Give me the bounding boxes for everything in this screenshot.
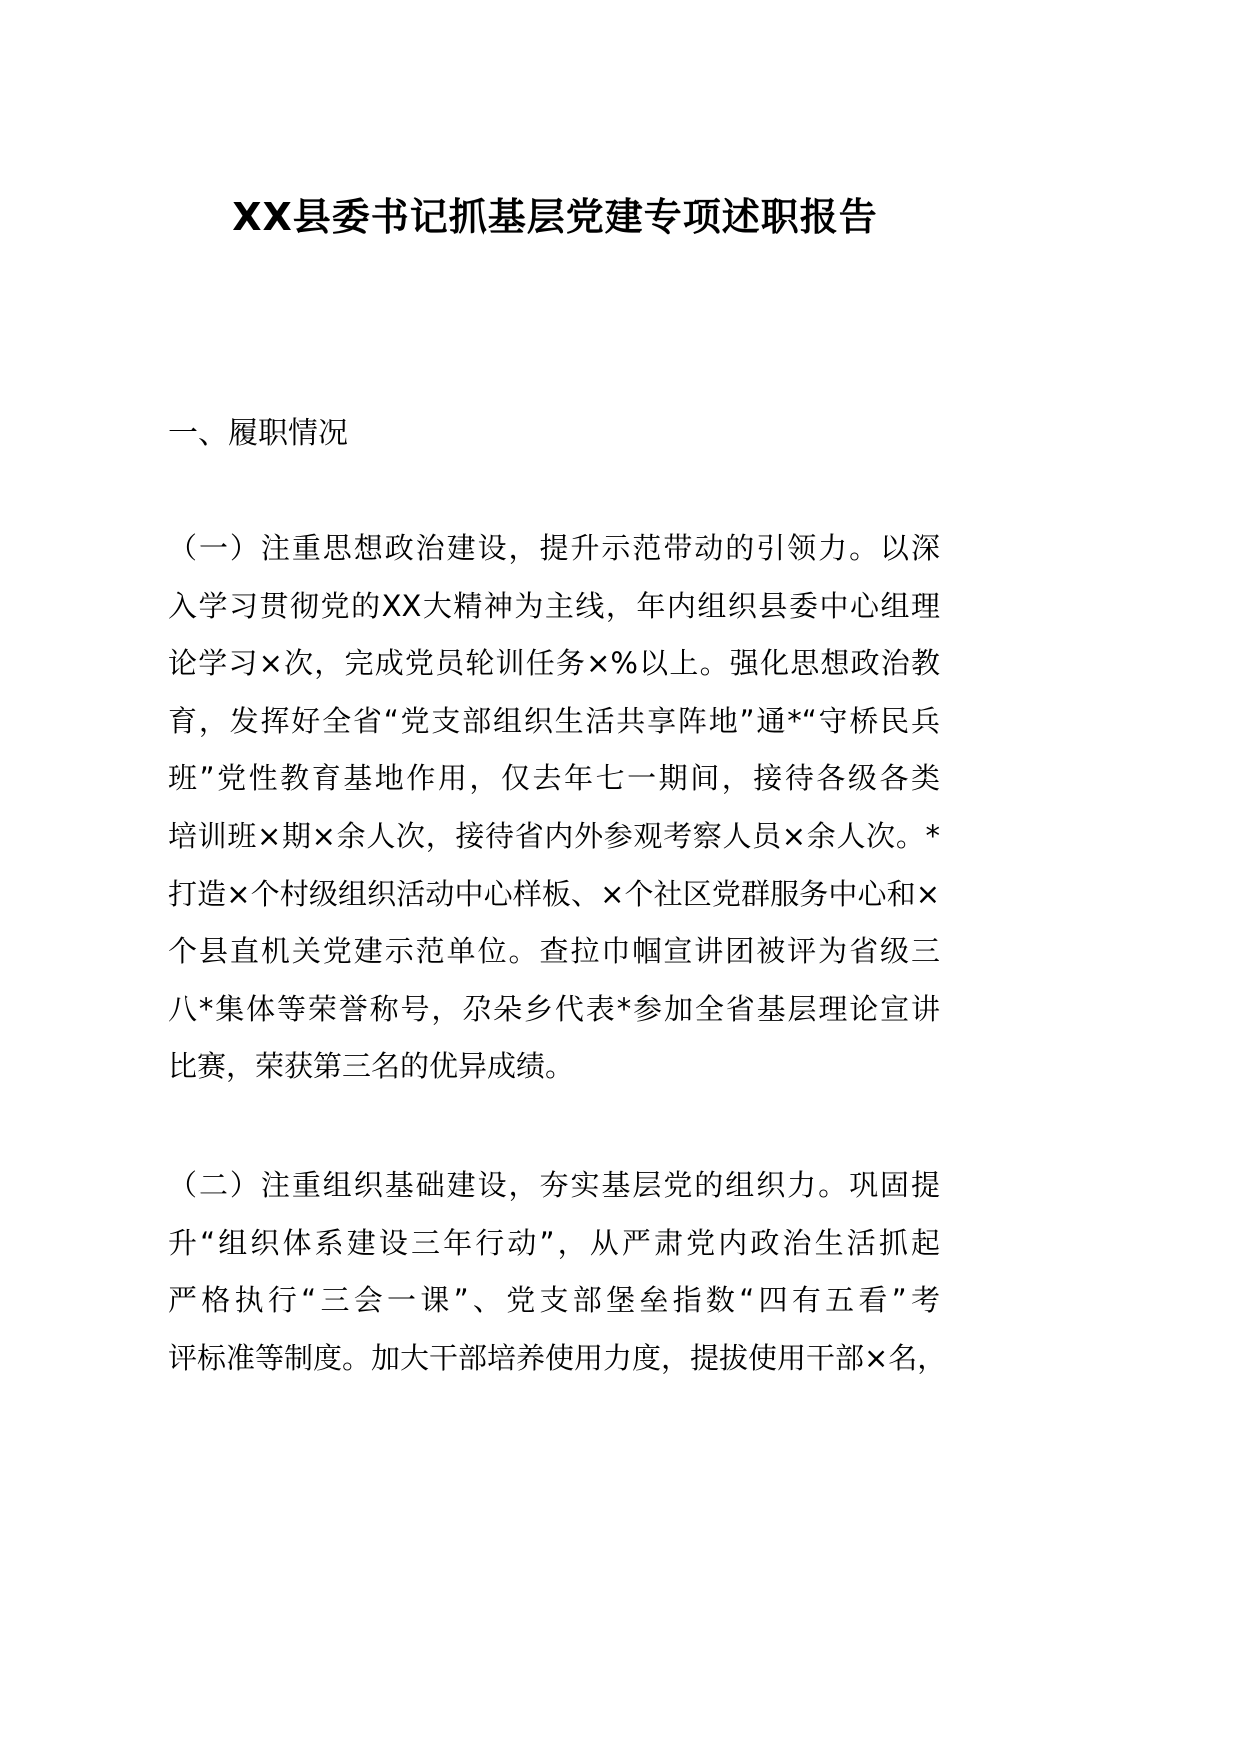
document-title: XX县委书记抓基层党建专项述职报告 (232, 195, 878, 239)
paragraph-line: 打造×个村级组织活动中心样板、×个社区党群服务中心和× (168, 876, 940, 911)
paragraph-line: 入学习贯彻党的XX大精神为主线，年内组织县委中心组理 (168, 588, 940, 623)
paragraph-line: 个县直机关党建示范单位。查拉巾帼宣讲团被评为省级三 (168, 934, 940, 969)
paragraph-line: 培训班×期×余人次，接待省内外参观考察人员×余人次。* (168, 819, 940, 853)
section-heading: 一、履职情况 (168, 416, 348, 451)
paragraph-line: 八*集体等荣誉称号，尕朵乡代表*参加全省基层理论宣讲 (168, 991, 940, 1026)
paragraph-line: （二）注重组织基础建设，夯实基层党的组织力。巩固提 (168, 1168, 940, 1202)
paragraph-line: 班”党性教育基地作用，仅去年七一期间，接待各级各类 (168, 761, 940, 796)
paragraph-line: 论学习×次，完成党员轮训任务×%以上。强化思想政治教 (168, 646, 940, 681)
paragraph-line: 升“组织体系建设三年行动”，从严肃党内政治生活抓起 (168, 1225, 940, 1260)
paragraph-line: 育，发挥好全省“党支部组织生活共享阵地”通*“守桥民兵 (168, 703, 940, 738)
paragraph-line: 比赛，荣获第三名的优异成绩。 (168, 1049, 575, 1084)
paragraph-line: 严格执行“三会一课”、党支部堡垒指数“四有五看”考 (168, 1283, 940, 1318)
paragraph-line: 评标准等制度。加大干部培养使用力度，提拔使用干部×名， (168, 1340, 947, 1375)
paragraph-line: （一）注重思想政治建设，提升示范带动的引领力。以深 (168, 531, 940, 565)
